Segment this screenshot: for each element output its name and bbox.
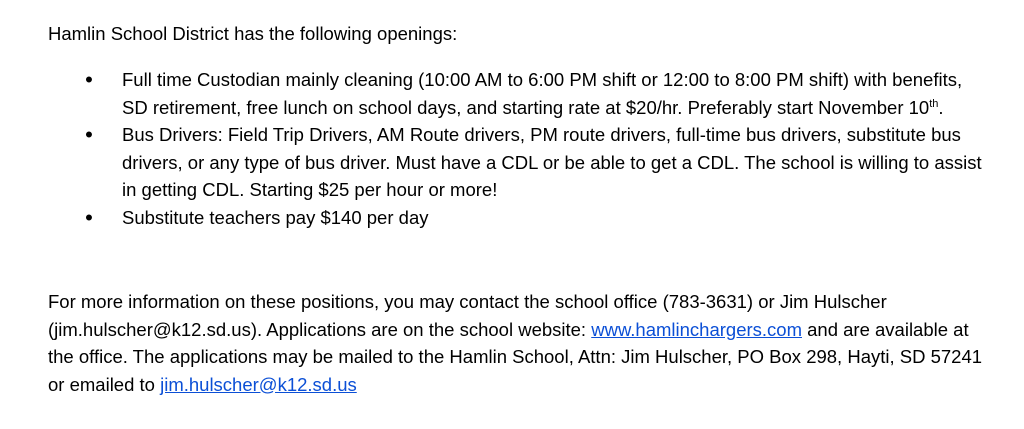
opening-bus-drivers-text: Bus Drivers: Field Trip Drivers, AM Route drivers, PM route drivers, full-time bus drivers, substitute bus drivers, or any type of bus driver. Must have a CDL or be able to get a CDL. The school is willing to assist in getting CDL. Starting $25 per hour or more!	[122, 124, 982, 200]
intro-heading: Hamlin School District has the following openings:	[48, 23, 458, 44]
bullet-icon	[84, 204, 94, 233]
opening-custodian-end: .	[938, 96, 944, 118]
contact-text-part2: and are available at the office. The applications may be mailed to the Hamlin School, Attn: Jim Hulscher, PO Box 298, Hayti, SD 57241 or emailed to	[48, 318, 983, 395]
bullet-icon	[84, 66, 94, 95]
opening-substitute-teachers-text: Substitute teachers pay $140 per day	[122, 206, 429, 228]
opening-custodian-text: Full time Custodian mainly cleaning (10:00 AM to 6:00 PM shift or 12:00 to 8:00 PM shift) with benefits, SD retirement, free lunch on school days, and starting rate at $20/hr. Preferably start November 10	[122, 69, 963, 118]
ordinal-suffix: th	[929, 97, 939, 110]
website-link[interactable]: www.hamlinchargers.com	[591, 318, 802, 340]
opening-custodian	[48, 66, 988, 121]
email-link[interactable]: jim.hulscher@k12.sd.us	[160, 373, 357, 395]
opening-bus-drivers	[48, 121, 988, 204]
contact-paragraph	[48, 288, 988, 398]
bullet-icon	[84, 121, 94, 150]
openings-list	[48, 66, 988, 231]
contact-text-part1: For more information on these positions, you may contact the school office (783-3631) or Jim Hulscher (jim.hulscher@k12.sd.us). Applications are on the school website:	[48, 291, 887, 340]
opening-substitute-teachers	[48, 204, 988, 232]
